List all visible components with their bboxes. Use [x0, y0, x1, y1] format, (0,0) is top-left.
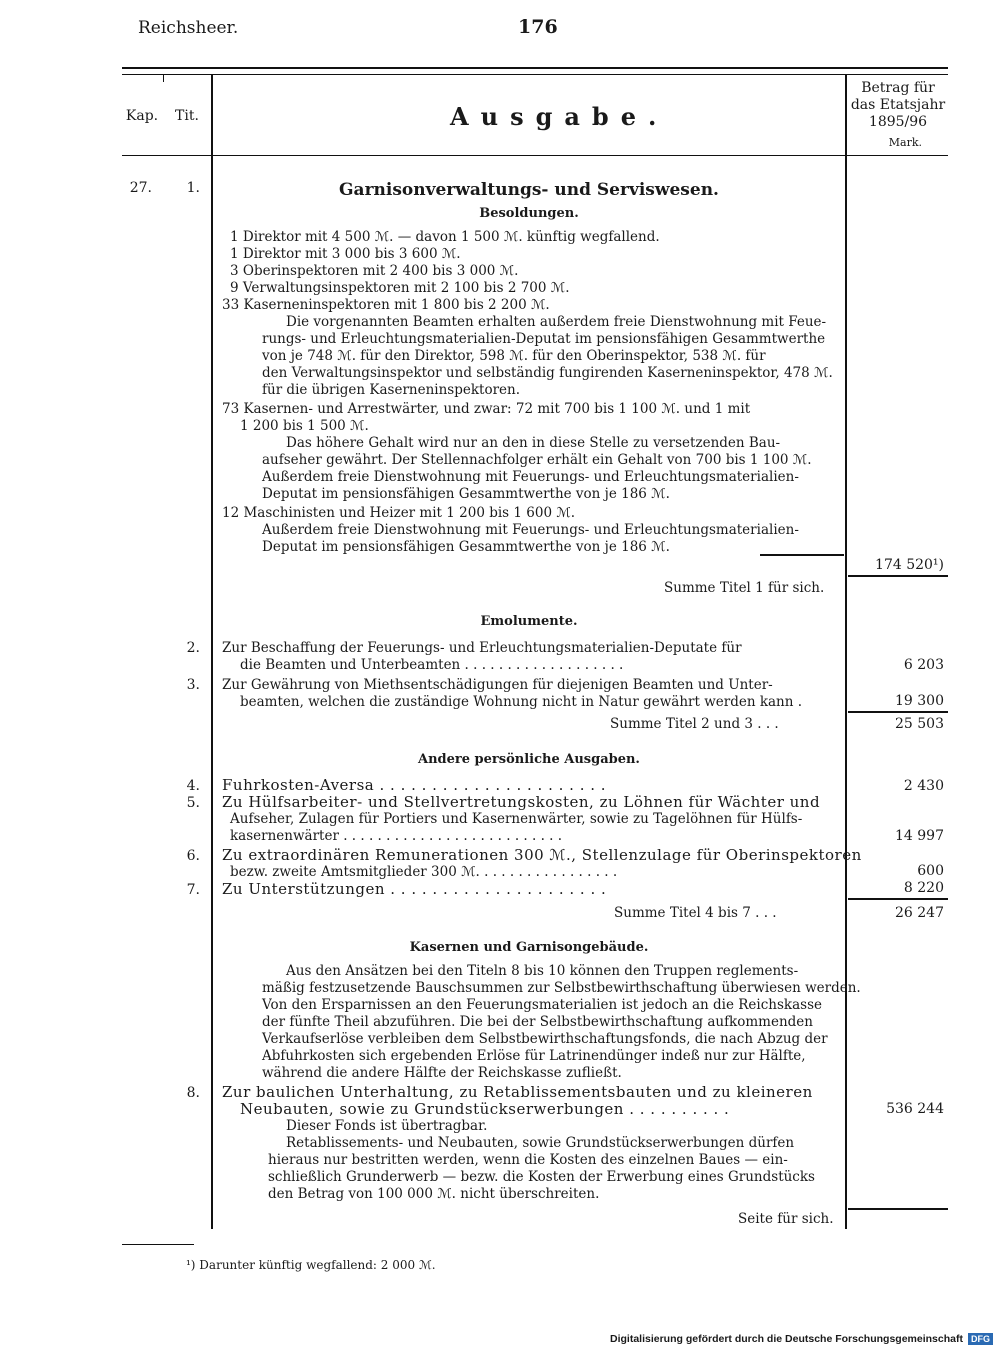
text-line: Von den Ersparnissen an den Feuerungsmaterialien ist jedoch an die Reichskasse — [262, 997, 822, 1013]
text-line: beamten, welchen die zuständige Wohnung nicht in Natur gewährt werden kann . — [240, 694, 803, 710]
text-line: Zu Unterstützungen . . . . . . . . . . . . . . . . . . . . . — [222, 880, 607, 898]
text-line: 9 Verwaltungsinspektoren mit 2 100 bis 2 700 ℳ. — [230, 280, 570, 296]
text-line: rungs- und Erleuchtungsmaterialien-Deputat im pensionsfähigen Gesammtwerthe — [262, 331, 826, 347]
text-line: Fuhrkosten-Aversa . . . . . . . . . . . . . . . . . . . . . . — [222, 776, 607, 794]
top-rule-thin — [122, 74, 948, 75]
text-line: hieraus nur bestritten werden, wenn die Kosten des einzelnen Baues — ein- — [268, 1152, 788, 1168]
text-line: 33 Kaserneninspektoren mit 1 800 bis 2 200 ℳ. — [222, 297, 550, 313]
header-bottom-rule — [122, 155, 948, 156]
tit-number: 6. — [186, 848, 200, 864]
text-line: 1 Direktor mit 3 000 bis 3 600 ℳ. — [230, 246, 461, 262]
text-line: 1 200 bis 1 500 ℳ. — [240, 418, 369, 434]
text-line: Die vorgenannten Beamten erhalten außerdem freie Dienstwohnung mit Feue- — [286, 314, 827, 330]
tit-number: 3. — [186, 677, 200, 693]
tit-number: 7. — [186, 882, 200, 898]
sum-amount-2-3: 25 503 — [895, 716, 944, 732]
amount-titel-7: 8 220 — [903, 880, 944, 896]
col-header-tit: Tit. — [175, 108, 199, 124]
amount-rule — [848, 575, 948, 577]
footnote: ¹) Darunter künftig wegfallend: 2 000 ℳ. — [186, 1258, 436, 1272]
amount-rule — [848, 711, 948, 713]
text-line: 3 Oberinspektoren mit 2 400 bis 3 000 ℳ. — [230, 263, 519, 279]
text-line: Außerdem freie Dienstwohnung mit Feuerungs- und Erleuchtungsmaterialien- — [262, 469, 799, 485]
subtotal-rule — [760, 554, 844, 556]
tit-number: 2. — [186, 640, 200, 656]
tit-number: 4. — [186, 778, 200, 794]
text-line: 1 Direktor mit 4 500 ℳ. — davon 1 500 ℳ. künftig wegfallend. — [230, 229, 660, 245]
amount-rule — [848, 898, 948, 900]
amount-titel-2: 6 203 — [903, 657, 944, 673]
col-header-kap: Kap. — [125, 108, 159, 124]
text-line: während die andere Hälfte der Reichskasse zufließt. — [262, 1065, 622, 1081]
text-line: von je 748 ℳ. für den Direktor, 598 ℳ. für den Oberinspektor, 538 ℳ. für — [262, 348, 766, 364]
text-line: Neubauten, sowie zu Grundstückserwerbungen . . . . . . . . . . — [240, 1100, 730, 1118]
section-heading-kasernen: Kasernen und Garnisongebäude. — [409, 940, 649, 955]
text-line: Das höhere Gehalt wird nur an den in diese Stelle zu versetzenden Bau- — [286, 435, 781, 451]
sum-amount-4-7: 26 247 — [895, 905, 944, 921]
unit-label: Mark. — [888, 136, 922, 149]
betrag-line: das Etatsjahr — [850, 97, 946, 113]
tit-number: 5. — [186, 795, 200, 811]
text-line: Zur Gewährung von Miethsentschädigungen für diejenigen Beamten und Unter- — [222, 677, 773, 693]
text-line: 73 Kasernen- und Arrestwärter, und zwar: 72 mit 700 bis 1 100 ℳ. und 1 mit — [222, 401, 751, 417]
text-line: Außerdem freie Dienstwohnung mit Feuerungs- und Erleuchtungsmaterialien- — [262, 522, 799, 538]
amount-titel-8: 536 244 — [886, 1101, 944, 1117]
tit-number: 8. — [186, 1085, 200, 1101]
text-line: für die übrigen Kaserneninspektoren. — [262, 382, 521, 398]
text-line: Aufseher, Zulagen für Portiers und Kasernenwärter, sowie zu Tagelöhnen für Hülfs- — [230, 811, 803, 827]
text-line: Abfuhrkosten sich ergebenden Erlöse für Latrinendünger indeß nur zur Hälfte, — [262, 1048, 806, 1064]
col-rule-text — [211, 74, 213, 1229]
text-line: Deputat im pensionsfähigen Gesammtwerthe von je 186 ℳ. — [262, 539, 670, 555]
amount-rule — [848, 1208, 948, 1210]
text-line: den Verwaltungsinspektor und selbständig fungirenden Kaserneninspektor, 478 ℳ. — [262, 365, 833, 381]
chapter-title: Garnisonverwaltungs- und Serviswesen. — [339, 180, 719, 200]
text-line: die Beamten und Unterbeamten . . . . . . . . . . . . . . . . . . . — [240, 657, 624, 673]
section-heading-emolumente: Emolumente. — [480, 614, 578, 629]
dfg-logo: DFG — [968, 1333, 993, 1345]
sum-titel-4-7: Summe Titel 4 bis 7 . . . — [614, 905, 777, 921]
amount-titel-5: 14 997 — [895, 828, 944, 844]
column-title-ausgabe: Ausgabe. — [450, 102, 669, 131]
text-line: den Betrag von 100 000 ℳ. nicht überschreiten. — [268, 1186, 600, 1202]
text-line: Aus den Ansätzen bei den Titeln 8 bis 10 können den Truppen reglements- — [286, 963, 799, 979]
text-line: schließlich Grunderwerb — bezw. die Kosten der Erwerbung eines Grundstücks — [268, 1169, 815, 1185]
amount-titel-4: 2 430 — [903, 778, 944, 794]
section-heading-andere: Andere persönliche Ausgaben. — [418, 752, 640, 767]
running-head: Reichsheer. — [138, 18, 239, 38]
col-rule-tit — [163, 74, 164, 82]
text-line: mäßig festzusetzende Bauschsummen zur Selbstbewirthschaftung überwiesen werden. — [262, 980, 861, 996]
kap-number: 27. — [129, 180, 152, 196]
sum-titel-2-3: Summe Titel 2 und 3 . . . — [610, 716, 779, 732]
top-rule-thick — [122, 67, 948, 69]
text-line: Retablissements- und Neubauten, sowie Grundstückserwerbungen dürfen — [286, 1135, 795, 1151]
text-line: der fünfte Theil abzuführen. Die bei der Selbstbewirthschaftung aufkommenden — [262, 1014, 813, 1030]
digitization-credit: Digitalisierung gefördert durch die Deutsche Forschungsgemeinschaft — [610, 1333, 963, 1345]
text-line: Zur baulichen Unterhaltung, zu Retablissementsbauten und zu kleineren — [222, 1083, 813, 1101]
text-line: aufseher gewährt. Der Stellennachfolger erhält ein Gehalt von 700 bis 1 100 ℳ. — [262, 452, 812, 468]
text-line: Zu Hülfsarbeiter- und Stellvertretungskosten, zu Löhnen für Wächter und — [222, 793, 821, 811]
text-line: Dieser Fonds ist übertragbar. — [286, 1118, 488, 1134]
amount-titel-3: 19 300 — [895, 693, 944, 709]
page-number: 176 — [518, 16, 558, 38]
carry-note: Seite für sich. — [738, 1211, 834, 1227]
tit-number: 1. — [186, 180, 200, 196]
col-header-betrag — [848, 80, 948, 151]
text-line: Deputat im pensionsfähigen Gesammtwerthe von je 186 ℳ. — [262, 486, 670, 502]
betrag-line: Betrag für — [861, 80, 935, 96]
text-line: Verkaufserlöse verbleiben dem Selbstbewirthschaftungsfonds, die nach Abzug der — [262, 1031, 828, 1047]
footnote-rule — [122, 1244, 194, 1245]
text-line: kasernenwärter . . . . . . . . . . . . . . . . . . . . . . . . . . — [230, 828, 563, 844]
amount-titel-1: 174 520¹) — [875, 557, 944, 573]
section-heading-besoldungen: Besoldungen. — [479, 206, 579, 221]
text-line: Zur Beschaffung der Feuerungs- und Erleuchtungsmaterialien-Deputate für — [222, 640, 742, 656]
text-line: 12 Maschinisten und Heizer mit 1 200 bis 1 600 ℳ. — [222, 505, 576, 521]
sum-titel-1: Summe Titel 1 für sich. — [664, 580, 825, 596]
betrag-line: 1895/96 — [868, 114, 928, 130]
amount-titel-6: 600 — [917, 863, 944, 879]
col-rule-amount — [845, 74, 847, 1229]
text-line: Zu extraordinären Remunerationen 300 ℳ., Stellenzulage für Oberinspektoren — [222, 846, 862, 864]
text-line: bezw. zweite Amtsmitglieder 300 ℳ. . . . . . . . . . . . . . . . . — [230, 864, 618, 880]
